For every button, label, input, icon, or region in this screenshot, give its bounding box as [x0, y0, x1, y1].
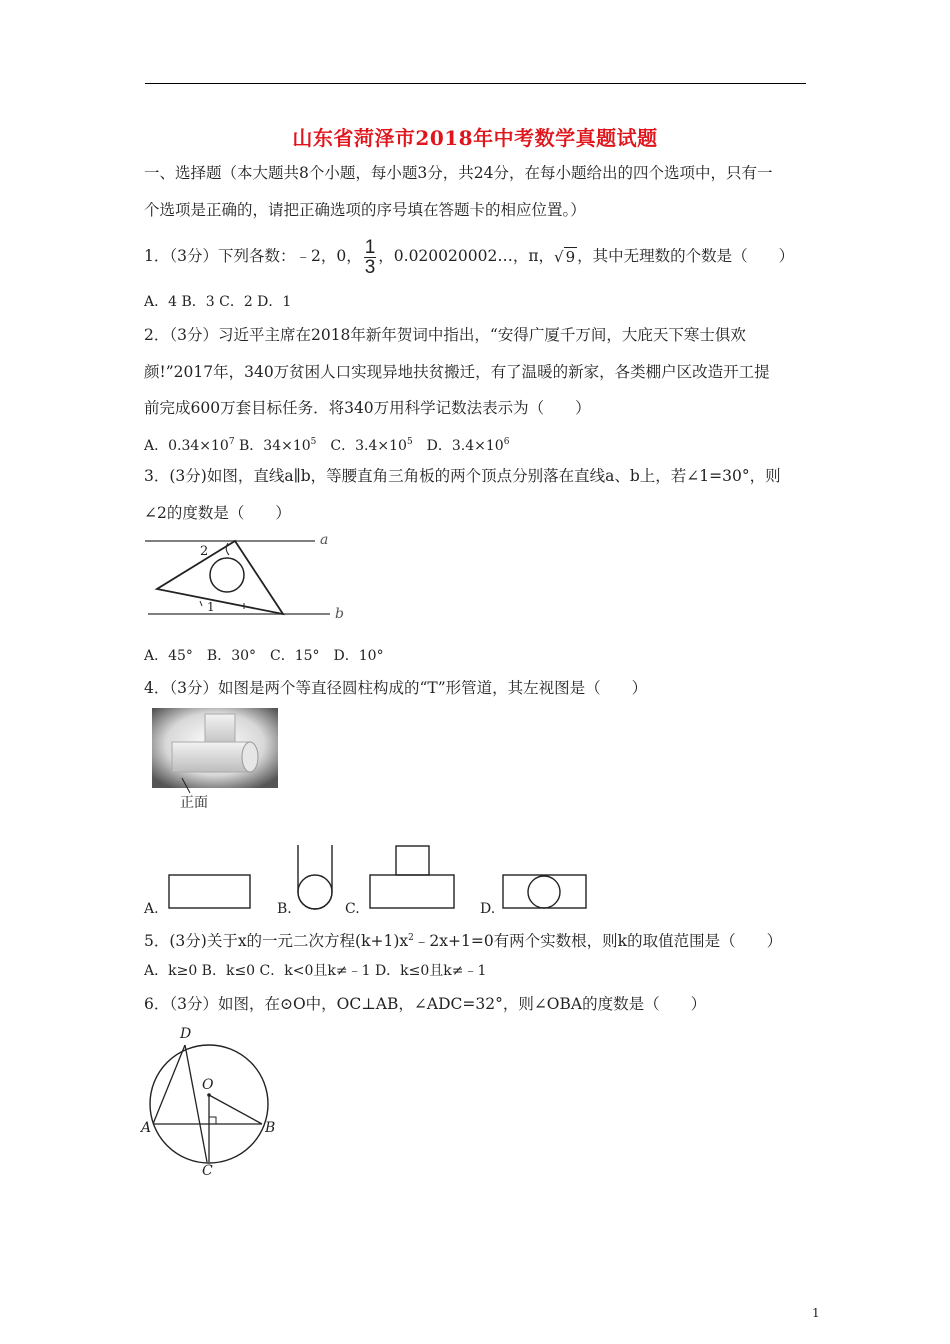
- option-c-top: [396, 846, 429, 875]
- q2-opt-d-exp: 6: [503, 437, 510, 447]
- front-label: 正面: [180, 795, 208, 811]
- q1-frac-den: 3: [364, 256, 376, 278]
- q4-text: 4．（3分）如图是两个等直径圆柱构成的“T”形管道，其左视图是（ ）: [144, 679, 648, 697]
- q4-opt-d: D.: [480, 901, 496, 917]
- label-d: D: [180, 1026, 192, 1042]
- q3-options: A．45° B．30° C．15° D．10°: [144, 648, 384, 664]
- q4-opt-c: C.: [345, 901, 360, 917]
- angle-1-arc: [200, 601, 202, 606]
- label-o: O: [202, 1077, 214, 1093]
- q2-opt-b: B．34×10: [234, 438, 311, 454]
- q5-text-pre: 5．(3分)关于x的一元二次方程(k+1)x: [144, 932, 409, 950]
- option-a-rect: [169, 875, 250, 908]
- label-a: A: [141, 1120, 152, 1136]
- q2-line2: 颜!”2017年，340万贫困人口实现异地扶贫搬迁，有了温暖的新家，各类棚户区改造开工提: [144, 363, 770, 381]
- page-number: 1: [812, 1306, 820, 1320]
- q1-fraction: [364, 238, 377, 277]
- center-point: [207, 1093, 211, 1097]
- q1-prefix: 1．（3分）下列各数：﹣2，0，: [144, 247, 362, 265]
- q1-sqrt: √ 9: [554, 248, 576, 266]
- label-b: B: [265, 1120, 276, 1136]
- option-c-base: [370, 875, 454, 908]
- section-intro-line1: 一、选择题（本大题共8个小题，每小题3分，共24分，在每小题给出的四个选项中，只有一: [144, 164, 773, 182]
- label-2: 2: [200, 544, 209, 559]
- q1-options: A．4 B．3 C．2 D．1: [144, 294, 292, 310]
- section-intro-line2: 个选项是正确的，请把正确选项的序号填在答题卡的相应位置。）: [144, 201, 586, 219]
- q1-suffix: ，其中无理数的个数是（ ）: [577, 247, 795, 265]
- option-d-rect: [503, 875, 586, 908]
- q2-opt-b-exp: 5: [310, 437, 317, 447]
- page-title: 山东省菏泽市2018年中考数学真题试题: [292, 126, 658, 150]
- segment-dc: [185, 1045, 207, 1162]
- q2-options: [144, 432, 509, 456]
- q2-opt-a: A．0.34×10: [144, 438, 229, 454]
- pipe-end: [242, 742, 258, 772]
- q1-frac-num: 1: [364, 236, 376, 258]
- option-d-circle: [528, 876, 560, 908]
- q1-middle: ，0.020020002…，π，: [378, 247, 555, 265]
- question-5: [144, 928, 782, 951]
- q3-line1: 3．(3分)如图，直线a∥b，等腰直角三角板的两个顶点分别落在直线a、b上，若∠1=30°，则: [144, 467, 781, 485]
- q4-opt-a: A.: [144, 901, 159, 917]
- right-angle-mark: [209, 1117, 216, 1124]
- label-b: b: [335, 606, 344, 622]
- q3-figure: [140, 525, 360, 625]
- q6-circle-figure: [138, 1018, 288, 1178]
- q4-pipe-photo: [150, 708, 280, 812]
- q2-opt-c: C．3.4×10: [316, 438, 407, 454]
- segment-da: [153, 1045, 185, 1124]
- label-1: 1: [207, 600, 215, 614]
- q5-options: A．k≥0 B．k≤0 C．k<0且k≠﹣1 D．k≤0且k≠﹣1: [144, 963, 487, 979]
- q5-text-post: ﹣2x+1=0有两个实数根，则k的取值范围是（ ）: [413, 932, 783, 950]
- option-b-tube: [298, 845, 332, 909]
- header-rule: [145, 83, 806, 84]
- q4-opt-b: B.: [277, 901, 292, 917]
- q1-sqrt-val: 9: [565, 248, 576, 266]
- q6-text: 6．（3分）如图，在⊙O中，OC⊥AB，∠ADC=32°，则∠OBA的度数是（ ）: [144, 995, 707, 1013]
- triangle-ruler: [157, 541, 283, 614]
- q5-exp: 2: [408, 933, 414, 943]
- q4-view-options: [160, 840, 600, 915]
- label-a: a: [320, 532, 329, 548]
- horizontal-pipe: [172, 742, 250, 772]
- segment-ob: [209, 1095, 262, 1124]
- option-b-circle: [298, 875, 332, 909]
- q2-opt-c-exp: 5: [406, 437, 413, 447]
- label-c: C: [202, 1163, 213, 1178]
- ruler-hole: [210, 558, 244, 592]
- q2-opt-a-exp: 7: [228, 437, 235, 447]
- question-1: [144, 234, 794, 279]
- q2-opt-d: D．3.4×10: [412, 438, 504, 454]
- q3-line2: ∠2的度数是（ ）: [144, 504, 291, 522]
- q2-line1: 2．（3分）习近平主席在2018年新年贺词中指出，“安得广厦千万间，大庇天下寒士俱欢: [144, 326, 746, 344]
- q2-line3: 前完成600万套目标任务．将340万用科学记数法表示为（ ）: [144, 399, 591, 417]
